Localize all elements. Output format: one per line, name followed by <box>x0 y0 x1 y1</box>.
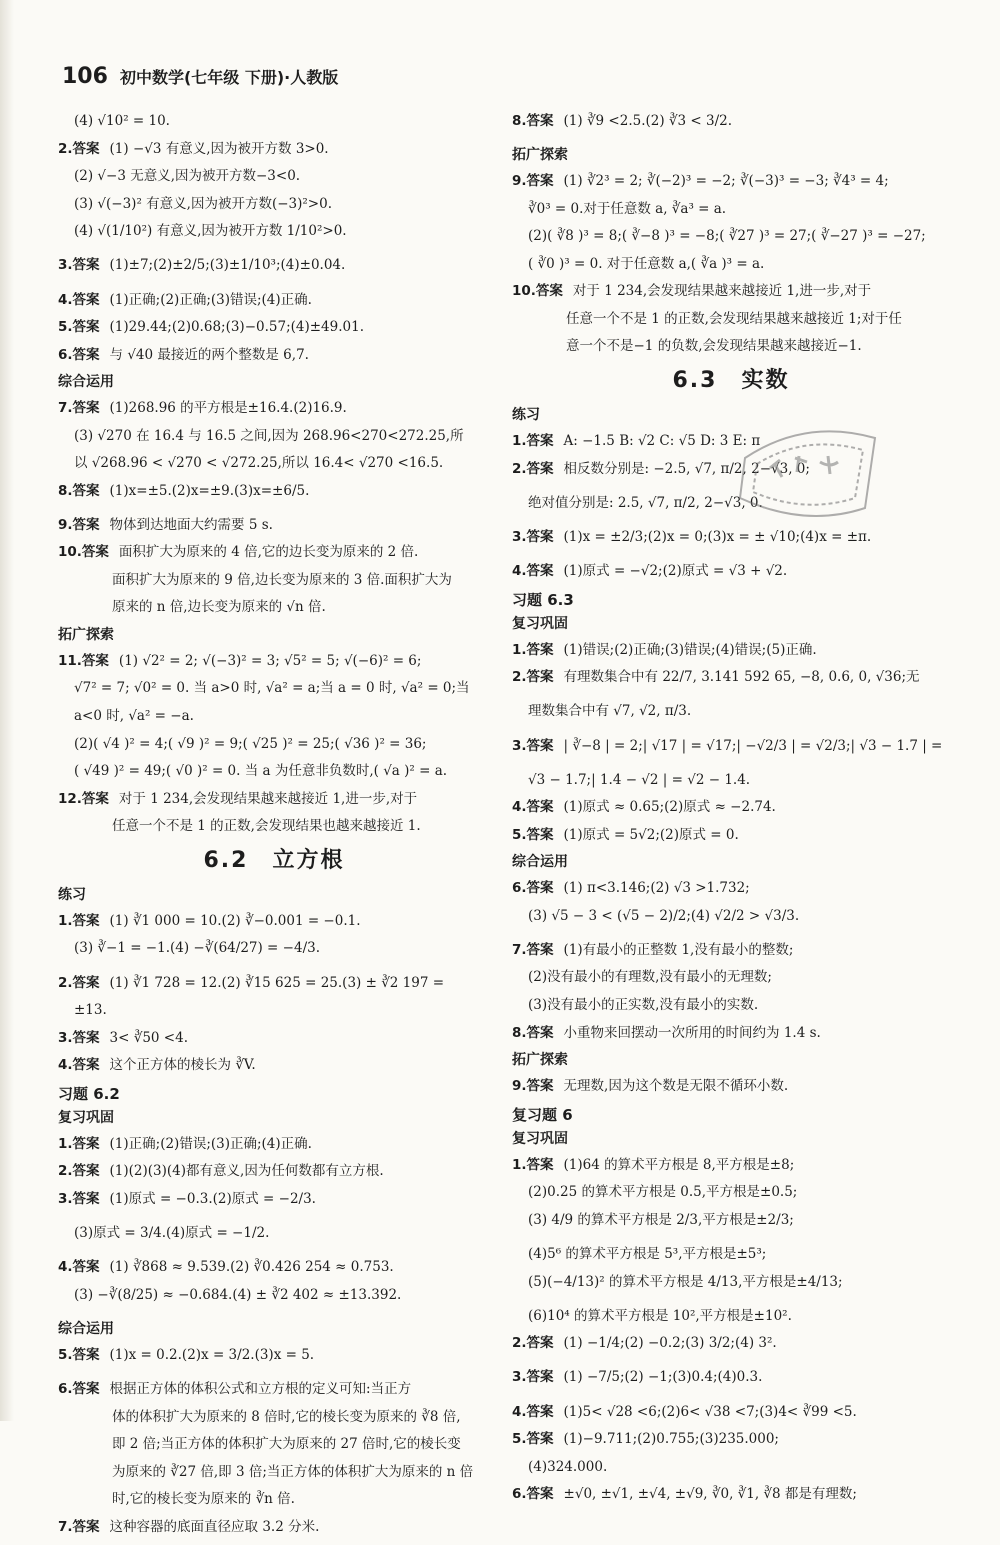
answer-text: (3)原式 = 3/4.(4)原式 = −1/2. <box>74 1225 270 1242</box>
answer-line <box>512 1368 950 1387</box>
answer-line <box>512 1077 950 1096</box>
answer-text: (2) √−3 无意义,因为被开方数−3<0. <box>74 168 301 185</box>
answer-label: 答案 <box>526 641 554 658</box>
answer-line <box>58 652 490 671</box>
answer-line <box>58 291 490 310</box>
question-number: 12. <box>58 790 82 807</box>
answer-text: (1) −7/5;(2) −1;(3)0.4;(4)0.3. <box>563 1369 763 1386</box>
answer-label: 答案 <box>72 1057 100 1074</box>
answer-text: 有理数集合中有 22/7, 3.141 592 65, −8, 0.6, 0, √36;无 <box>563 669 920 686</box>
answer-label: 答案 <box>526 1369 554 1386</box>
answer-label: 答案 <box>526 113 554 129</box>
answer-text: (1) ∛1 000 = 10.(2) ∛−0.001 = −0.1. <box>109 912 361 929</box>
answer-label: 答案 <box>526 173 554 190</box>
question-number: 7. <box>58 400 73 417</box>
answer-label: 答案 <box>72 912 100 929</box>
text-line <box>512 771 950 790</box>
question-number: 3. <box>58 1190 73 1207</box>
answer-label: 答案 <box>81 790 109 807</box>
question-number: 9. <box>512 173 527 190</box>
answer-text: (1)原式 = −0.3.(2)原式 = −2/3. <box>109 1190 316 1207</box>
answer-line <box>58 543 490 562</box>
answer-line <box>58 1380 490 1399</box>
answer-text: 时,它的棱长变为原来的 ∛n 倍. <box>112 1491 295 1508</box>
answer-label: 答案 <box>526 1335 554 1352</box>
question-number: 2. <box>512 1335 527 1352</box>
answer-line <box>58 790 490 809</box>
answer-text: (1)错误;(2)正确;(3)错误;(4)错误;(5)正确. <box>563 641 817 658</box>
text-line <box>58 1463 490 1482</box>
text-line <box>512 310 950 329</box>
answer-text: (1)x=±5.(2)x=±9.(3)x=±6/5. <box>109 482 310 499</box>
answer-line <box>512 282 950 301</box>
text-line <box>512 1245 950 1264</box>
question-number: 5. <box>58 319 73 336</box>
question-number: 2. <box>512 460 527 477</box>
answer-label: 答案 <box>526 1431 554 1448</box>
text-line <box>58 598 490 617</box>
answer-label: 答案 <box>72 1135 100 1152</box>
answer-label: 答案 <box>72 1381 100 1398</box>
question-number: 6. <box>512 1486 527 1503</box>
answer-text: (1)5< √28 <6;(2)6< √38 <7;(3)4< ∛99 <5. <box>563 1403 857 1420</box>
answer-text: A: −1.5 B: √2 C: √5 D: 3 E: π <box>563 432 761 449</box>
answer-label: 答案 <box>72 1029 100 1046</box>
answer-text: (1)64 的算术平方根是 8,平方根是±8; <box>563 1156 795 1173</box>
subsection-heading: 复习巩固 <box>58 1110 114 1126</box>
question-number: 2. <box>512 669 527 686</box>
answer-line <box>512 528 950 547</box>
question-number: 7. <box>512 941 527 958</box>
answer-line <box>512 1403 950 1422</box>
question-number: 2. <box>58 974 73 991</box>
question-number: 3. <box>58 1029 73 1046</box>
text-line <box>512 1307 950 1326</box>
answer-text: 根据正方体的体积公式和立方根的定义可知:当正方 <box>109 1381 412 1398</box>
text-line <box>512 494 950 513</box>
answer-text: a<0 时, √a² = −a. <box>74 707 194 724</box>
answer-text: (1) −1/4;(2) −0.2;(3) 3/2;(4) 3². <box>563 1335 777 1352</box>
answer-text: 这个正方体的棱长为 ∛V. <box>109 1057 256 1074</box>
section-title: 实数 <box>741 367 790 393</box>
answer-text: 即 2 倍;当正方体的体积扩大为原来的 27 倍时,它的棱长变 <box>112 1436 461 1453</box>
answer-label: 答案 <box>72 346 100 363</box>
answer-text: (1)原式 ≈ 0.65;(2)原式 ≈ −2.74. <box>563 799 776 816</box>
text-line <box>512 255 950 274</box>
answer-label: 答案 <box>72 1259 100 1276</box>
question-number: 8. <box>512 1024 527 1041</box>
answer-text: (2)没有最小的有理数,没有最小的无理数; <box>528 969 772 986</box>
answer-line <box>512 941 950 960</box>
section-number: 6.2 <box>203 847 249 873</box>
answer-text: (4)5⁶ 的算术平方根是 5³,平方根是±5³; <box>528 1245 767 1262</box>
answer-text: | ∛−8 | = 2;| √17 | = √17;| −√2/3 | = √2/3;| √3 − 1.7 | = <box>563 737 943 754</box>
answer-text: 对于 1 234,会发现结果越来越接近 1,进一步,对于 <box>572 283 872 300</box>
answer-text: (1)x = ±2/3;(2)x = 0;(3)x = ± √10;(4)x = ±π. <box>563 528 872 545</box>
text-line <box>58 571 490 590</box>
question-number: 5. <box>58 1346 73 1363</box>
text-line <box>512 337 950 356</box>
answer-text: √7² = 7; √0² = 0. 当 a>0 时, √a² = a;当 a = 0 时, √a² = 0;当 <box>74 680 470 697</box>
answer-label: 答案 <box>535 283 563 300</box>
answer-label: 答案 <box>526 1486 554 1503</box>
answer-text: (1)x = 0.2.(2)x = 3/2.(3)x = 5. <box>109 1346 315 1363</box>
answer-text: (1)29.44;(2)0.68;(3)−0.57;(4)±49.01. <box>109 319 364 336</box>
answer-line <box>58 1190 490 1209</box>
answer-label: 答案 <box>72 974 100 991</box>
answer-text: 任意一个不是 1 的正数,会发现结果越来越接近 1;对于任 <box>566 310 902 327</box>
answer-text: 面积扩大为原来的 9 倍,边长变为原来的 3 倍.面积扩大为 <box>112 571 452 588</box>
answer-text: (1) ∛2³ = 2; ∛(−2)³ = −2; ∛(−3)³ = −3; ∛4³ = 4; <box>563 173 889 190</box>
answer-text: (3) ∛−1 = −1.(4) −∛(64/27) = −4/3. <box>74 940 320 957</box>
answer-label: 答案 <box>72 319 100 336</box>
answer-line <box>512 1485 950 1504</box>
answer-label: 答案 <box>526 1156 554 1173</box>
answer-text: 相反数分别是: −2.5, √7, π/2, 2−√3, 0; <box>563 460 810 477</box>
subsection-heading: 综合运用 <box>58 374 114 391</box>
question-number: 10. <box>58 544 82 561</box>
answer-line <box>58 1056 490 1075</box>
answer-line <box>512 641 950 660</box>
book-title: 初中数学(七年级 下册)·人教版 <box>119 68 339 87</box>
text-line <box>58 817 490 836</box>
question-number: 6. <box>58 1381 73 1398</box>
answer-label: 答案 <box>72 291 100 308</box>
answer-label: 答案 <box>526 562 554 579</box>
answer-text: (3) √270 在 16.4 与 16.5 之间,因为 268.96<270<272.25,所 <box>74 427 464 444</box>
subsection-heading: 习题 6.2 <box>58 1084 120 1103</box>
text-line <box>58 762 490 781</box>
answer-text: (1)正确;(2)错误;(3)正确;(4)正确. <box>109 1135 312 1152</box>
answer-text: ∛0³ = 0.对于任意数 a, ∛a³ = a. <box>528 200 727 217</box>
question-number: 2. <box>58 1163 73 1180</box>
text-line <box>58 112 490 131</box>
answer-label: 答案 <box>81 544 109 561</box>
question-number: 8. <box>512 113 527 129</box>
question-number: 1. <box>58 1135 73 1152</box>
text-line <box>512 996 950 1015</box>
text-line <box>512 1458 950 1477</box>
text-line <box>512 702 950 721</box>
answer-text: (1) π<3.146;(2) √3 >1.732; <box>563 880 750 897</box>
question-number: 3. <box>58 257 73 274</box>
answer-label: 答案 <box>72 482 100 499</box>
subsection-heading: 综合运用 <box>512 854 568 871</box>
question-number: 1. <box>512 1156 527 1173</box>
answer-line <box>58 1135 490 1154</box>
answer-text: (1)原式 = 5√2;(2)原式 = 0. <box>563 826 739 843</box>
answer-line <box>58 1346 490 1365</box>
answer-text: (3) √(−3)² 有意义,因为被开方数(−3)²>0. <box>74 195 332 212</box>
text-line <box>58 1001 490 1020</box>
question-number: 10. <box>512 283 536 300</box>
subsection-heading: 拓广探索 <box>512 1052 568 1069</box>
answer-line <box>512 112 950 131</box>
answer-text: 无理数,因为这个数是无限不循环小数. <box>563 1078 789 1094</box>
answer-line <box>512 879 950 898</box>
answer-label: 答案 <box>526 826 554 843</box>
answer-text: (1)±7;(2)±2/5;(3)±1/10³;(4)±0.04. <box>109 257 346 274</box>
question-number: 4. <box>512 562 527 579</box>
answer-line <box>58 1258 490 1277</box>
page-number: 106 <box>62 64 108 89</box>
answer-text: (2)( ∛8 )³ = 8;( ∛−8 )³ = −8;( ∛27 )³ = 27;( ∛−27 )³ = −27; <box>528 228 926 245</box>
answer-line <box>58 346 490 365</box>
question-number: 4. <box>512 1403 527 1420</box>
answer-line <box>58 912 490 931</box>
answer-text: (3) −∛(8/25) ≈ −0.684.(4) ± ∛2 402 ≈ ±13.392. <box>74 1286 402 1303</box>
answer-label: 答案 <box>72 1190 100 1207</box>
answer-text: (1)有最小的正整数 1,没有最小的整数; <box>563 941 794 958</box>
answer-text: (1)原式 = −√2;(2)原式 = √3 + √2. <box>563 562 788 579</box>
question-number: 1. <box>512 641 527 658</box>
question-number: 8. <box>58 482 73 499</box>
answer-line <box>58 516 490 535</box>
text-line <box>512 200 950 219</box>
answer-label: 答案 <box>72 400 100 417</box>
answer-text: (5)(−4/13)² 的算术平方根是 4/13,平方根是±4/13; <box>528 1273 843 1290</box>
answer-text: 对于 1 234,会发现结果越来越接近 1,进一步,对于 <box>118 790 418 807</box>
answer-label: 答案 <box>81 652 109 669</box>
question-number: 1. <box>58 912 73 929</box>
answer-text: (2)0.25 的算术平方根是 0.5,平方根是±0.5; <box>528 1184 798 1201</box>
question-number: 7. <box>58 1518 73 1535</box>
answer-text: (3) √5 − 3 < (√5 − 2)/2;(4) √2/2 > √3/3. <box>528 907 800 924</box>
question-number: 6. <box>512 880 527 897</box>
answer-line <box>58 399 490 418</box>
answer-text: 体的体积扩大为原来的 8 倍时,它的棱长变为原来的 ∛8 倍, <box>112 1408 461 1425</box>
answer-label: 答案 <box>526 880 554 897</box>
answer-line <box>58 974 490 993</box>
text-line <box>58 1286 490 1305</box>
question-number: 3. <box>512 528 527 545</box>
section-heading <box>512 365 950 396</box>
answer-line <box>512 737 950 756</box>
question-number: 9. <box>512 1078 527 1094</box>
answer-text: 以 √268.96 < √270 < √272.25,所以 16.4< √270 <16.5. <box>74 455 444 472</box>
text-line <box>58 427 490 446</box>
text-line <box>512 968 950 987</box>
text-line <box>58 707 490 726</box>
answer-line <box>58 318 490 337</box>
subsection-heading: 拓广探索 <box>512 147 568 164</box>
text-line <box>58 1408 490 1427</box>
subsection-heading: 复习题 6 <box>512 1105 573 1124</box>
answer-text: 任意一个不是 1 的正数,会发现结果也越来越接近 1. <box>112 818 421 835</box>
answer-text: (1) ∛9 <2.5.(2) ∛3 < 3/2. <box>563 113 733 129</box>
answer-line <box>58 1162 490 1181</box>
text-line <box>58 167 490 186</box>
text-line <box>58 195 490 214</box>
text-line <box>512 1183 950 1202</box>
answer-line <box>58 256 490 275</box>
answer-line <box>58 140 490 159</box>
answer-text: (1) ∛1 728 = 12.(2) ∛15 625 = 25.(3) ± ∛2 197 = <box>109 974 445 991</box>
answer-label: 答案 <box>72 516 100 533</box>
answer-label: 答案 <box>526 1078 554 1094</box>
question-number: 4. <box>58 1057 73 1074</box>
answer-label: 答案 <box>526 737 554 754</box>
answer-label: 答案 <box>526 1403 554 1420</box>
answer-text: ( ∛0 )³ = 0. 对于任意数 a,( ∛a )³ = a. <box>528 255 765 272</box>
answer-line <box>512 432 950 451</box>
answer-text: (1)268.96 的平方根是±16.4.(2)16.9. <box>109 400 347 417</box>
subsection-heading: 练习 <box>58 886 86 903</box>
answer-text: 意一个不是−1 的负数,会发现结果越来越接近−1. <box>566 338 862 355</box>
text-line <box>512 1211 950 1230</box>
text-line <box>512 1273 950 1292</box>
answer-text: (4) √10² = 10. <box>74 113 170 129</box>
answer-text: 物体到达地面大约需要 5 s. <box>109 516 273 533</box>
question-number: 1. <box>512 432 527 449</box>
right-column <box>512 112 950 1513</box>
answer-label: 答案 <box>526 799 554 816</box>
answer-line <box>512 668 950 687</box>
answer-line <box>512 798 950 817</box>
answer-text: (6)10⁴ 的算术平方根是 10²,平方根是±10². <box>528 1307 792 1324</box>
subsection-heading: 练习 <box>512 407 540 424</box>
subsection-heading: 复习巩固 <box>512 1130 568 1147</box>
subsection-heading: 习题 6.3 <box>512 590 574 609</box>
answer-text: (1)−9.711;(2)0.755;(3)235.000; <box>563 1431 779 1448</box>
question-number: 3. <box>512 1369 527 1386</box>
answer-line <box>512 1430 950 1449</box>
answer-line <box>512 1156 950 1175</box>
subsection-heading: 拓广探索 <box>58 627 114 643</box>
answer-text: (1)正确;(2)正确;(3)错误;(4)正确. <box>109 291 312 308</box>
answer-text: (4) √(1/10²) 有意义,因为被开方数 1/10²>0. <box>74 223 347 240</box>
left-column <box>58 112 490 1545</box>
question-number: 4. <box>512 799 527 816</box>
text-line <box>58 1490 490 1509</box>
section-title: 立方根 <box>272 847 345 873</box>
answer-line <box>512 826 950 845</box>
question-number: 11. <box>58 652 82 669</box>
answer-text: (4)324.000. <box>528 1458 608 1475</box>
text-line <box>512 227 950 246</box>
answer-line <box>512 460 950 479</box>
answer-text: (3) 4/9 的算术平方根是 2/3,平方根是±2/3; <box>528 1211 794 1228</box>
answer-text: ±√0, ±√1, ±√4, ±√9, ∛0, ∛1, ∛8 都是有理数; <box>563 1486 857 1503</box>
answer-text: (3)没有最小的正实数,没有最小的实数. <box>528 997 759 1014</box>
question-number: 6. <box>58 346 73 363</box>
answer-line <box>512 1334 950 1353</box>
answer-line <box>512 172 950 191</box>
answer-text: (2)( √4 )² = 4;( √9 )² = 9;( √25 )² = 25;( √36 )² = 36; <box>74 735 427 752</box>
answer-line <box>58 482 490 501</box>
answer-text: 绝对值分别是: 2.5, √7, π/2, 2−√3, 0. <box>528 494 763 511</box>
question-number: 4. <box>58 291 73 308</box>
question-number: 5. <box>512 1431 527 1448</box>
answer-label: 答案 <box>72 1346 100 1363</box>
answer-line <box>58 1518 490 1537</box>
question-number: 2. <box>58 140 73 157</box>
answer-text: 3< ∛50 <4. <box>109 1029 188 1046</box>
answer-text: (1)(2)(3)(4)都有意义,因为任何数都有立方根. <box>109 1163 384 1180</box>
question-number: 5. <box>512 826 527 843</box>
section-heading <box>58 845 490 876</box>
answer-text: ±13. <box>74 1002 107 1019</box>
section-number: 6.3 <box>672 367 718 393</box>
answer-line <box>58 1029 490 1048</box>
answer-text: (1) −√3 有意义,因为被开方数 3>0. <box>109 140 329 157</box>
text-line <box>58 1224 490 1243</box>
page-header <box>62 64 338 89</box>
answer-line <box>512 562 950 581</box>
question-number: 9. <box>58 516 73 533</box>
question-number: 4. <box>58 1259 73 1276</box>
answer-label: 答案 <box>72 257 100 274</box>
answer-label: 答案 <box>526 1024 554 1041</box>
answer-text: 与 √40 最接近的两个整数是 6,7. <box>109 346 309 363</box>
answer-line <box>512 1024 950 1043</box>
text-line <box>58 1435 490 1454</box>
subsection-heading: 复习巩固 <box>512 615 568 632</box>
text-line <box>58 679 490 698</box>
answer-text: 为原来的 ∛27 倍,即 3 倍;当正方体的体积扩大为原来的 n 倍 <box>112 1463 474 1480</box>
answer-label: 答案 <box>72 140 100 157</box>
answer-label: 答案 <box>526 669 554 686</box>
question-number: 3. <box>512 737 527 754</box>
text-line <box>58 222 490 241</box>
answer-label: 答案 <box>526 432 554 449</box>
answer-text: 原来的 n 倍,边长变为原来的 √n 倍. <box>112 599 326 616</box>
answer-text: 小重物来回摆动一次所用的时间约为 1.4 s. <box>563 1024 821 1041</box>
text-line <box>58 939 490 958</box>
page-gutter-shadow <box>0 0 14 1421</box>
subsection-heading: 综合运用 <box>58 1320 114 1337</box>
answer-text: (1) √2² = 2; √(−3)² = 3; √5² = 5; √(−6)² = 6; <box>118 652 422 669</box>
answer-label: 答案 <box>526 941 554 958</box>
text-line <box>512 907 950 926</box>
answer-label: 答案 <box>72 1518 100 1535</box>
answer-text: 理数集合中有 √7, √2, π/3. <box>528 703 692 720</box>
answer-label: 答案 <box>526 528 554 545</box>
answer-text: (1) ∛868 ≈ 9.539.(2) ∛0.426 254 ≈ 0.753. <box>109 1259 394 1276</box>
text-line <box>58 735 490 754</box>
answer-text: 面积扩大为原来的 4 倍,它的边长变为原来的 2 倍. <box>118 544 419 561</box>
answer-label: 答案 <box>526 460 554 477</box>
answer-text: ( √49 )² = 49;( √0 )² = 0. 当 a 为任意非负数时,( √a )² = a. <box>74 763 448 780</box>
answer-label: 答案 <box>72 1163 100 1180</box>
answer-text: √3 − 1.7;| 1.4 − √2 | = √2 − 1.4. <box>528 771 751 788</box>
text-line <box>58 454 490 473</box>
answer-text: 这种容器的底面直径应取 3.2 分米. <box>109 1518 320 1535</box>
